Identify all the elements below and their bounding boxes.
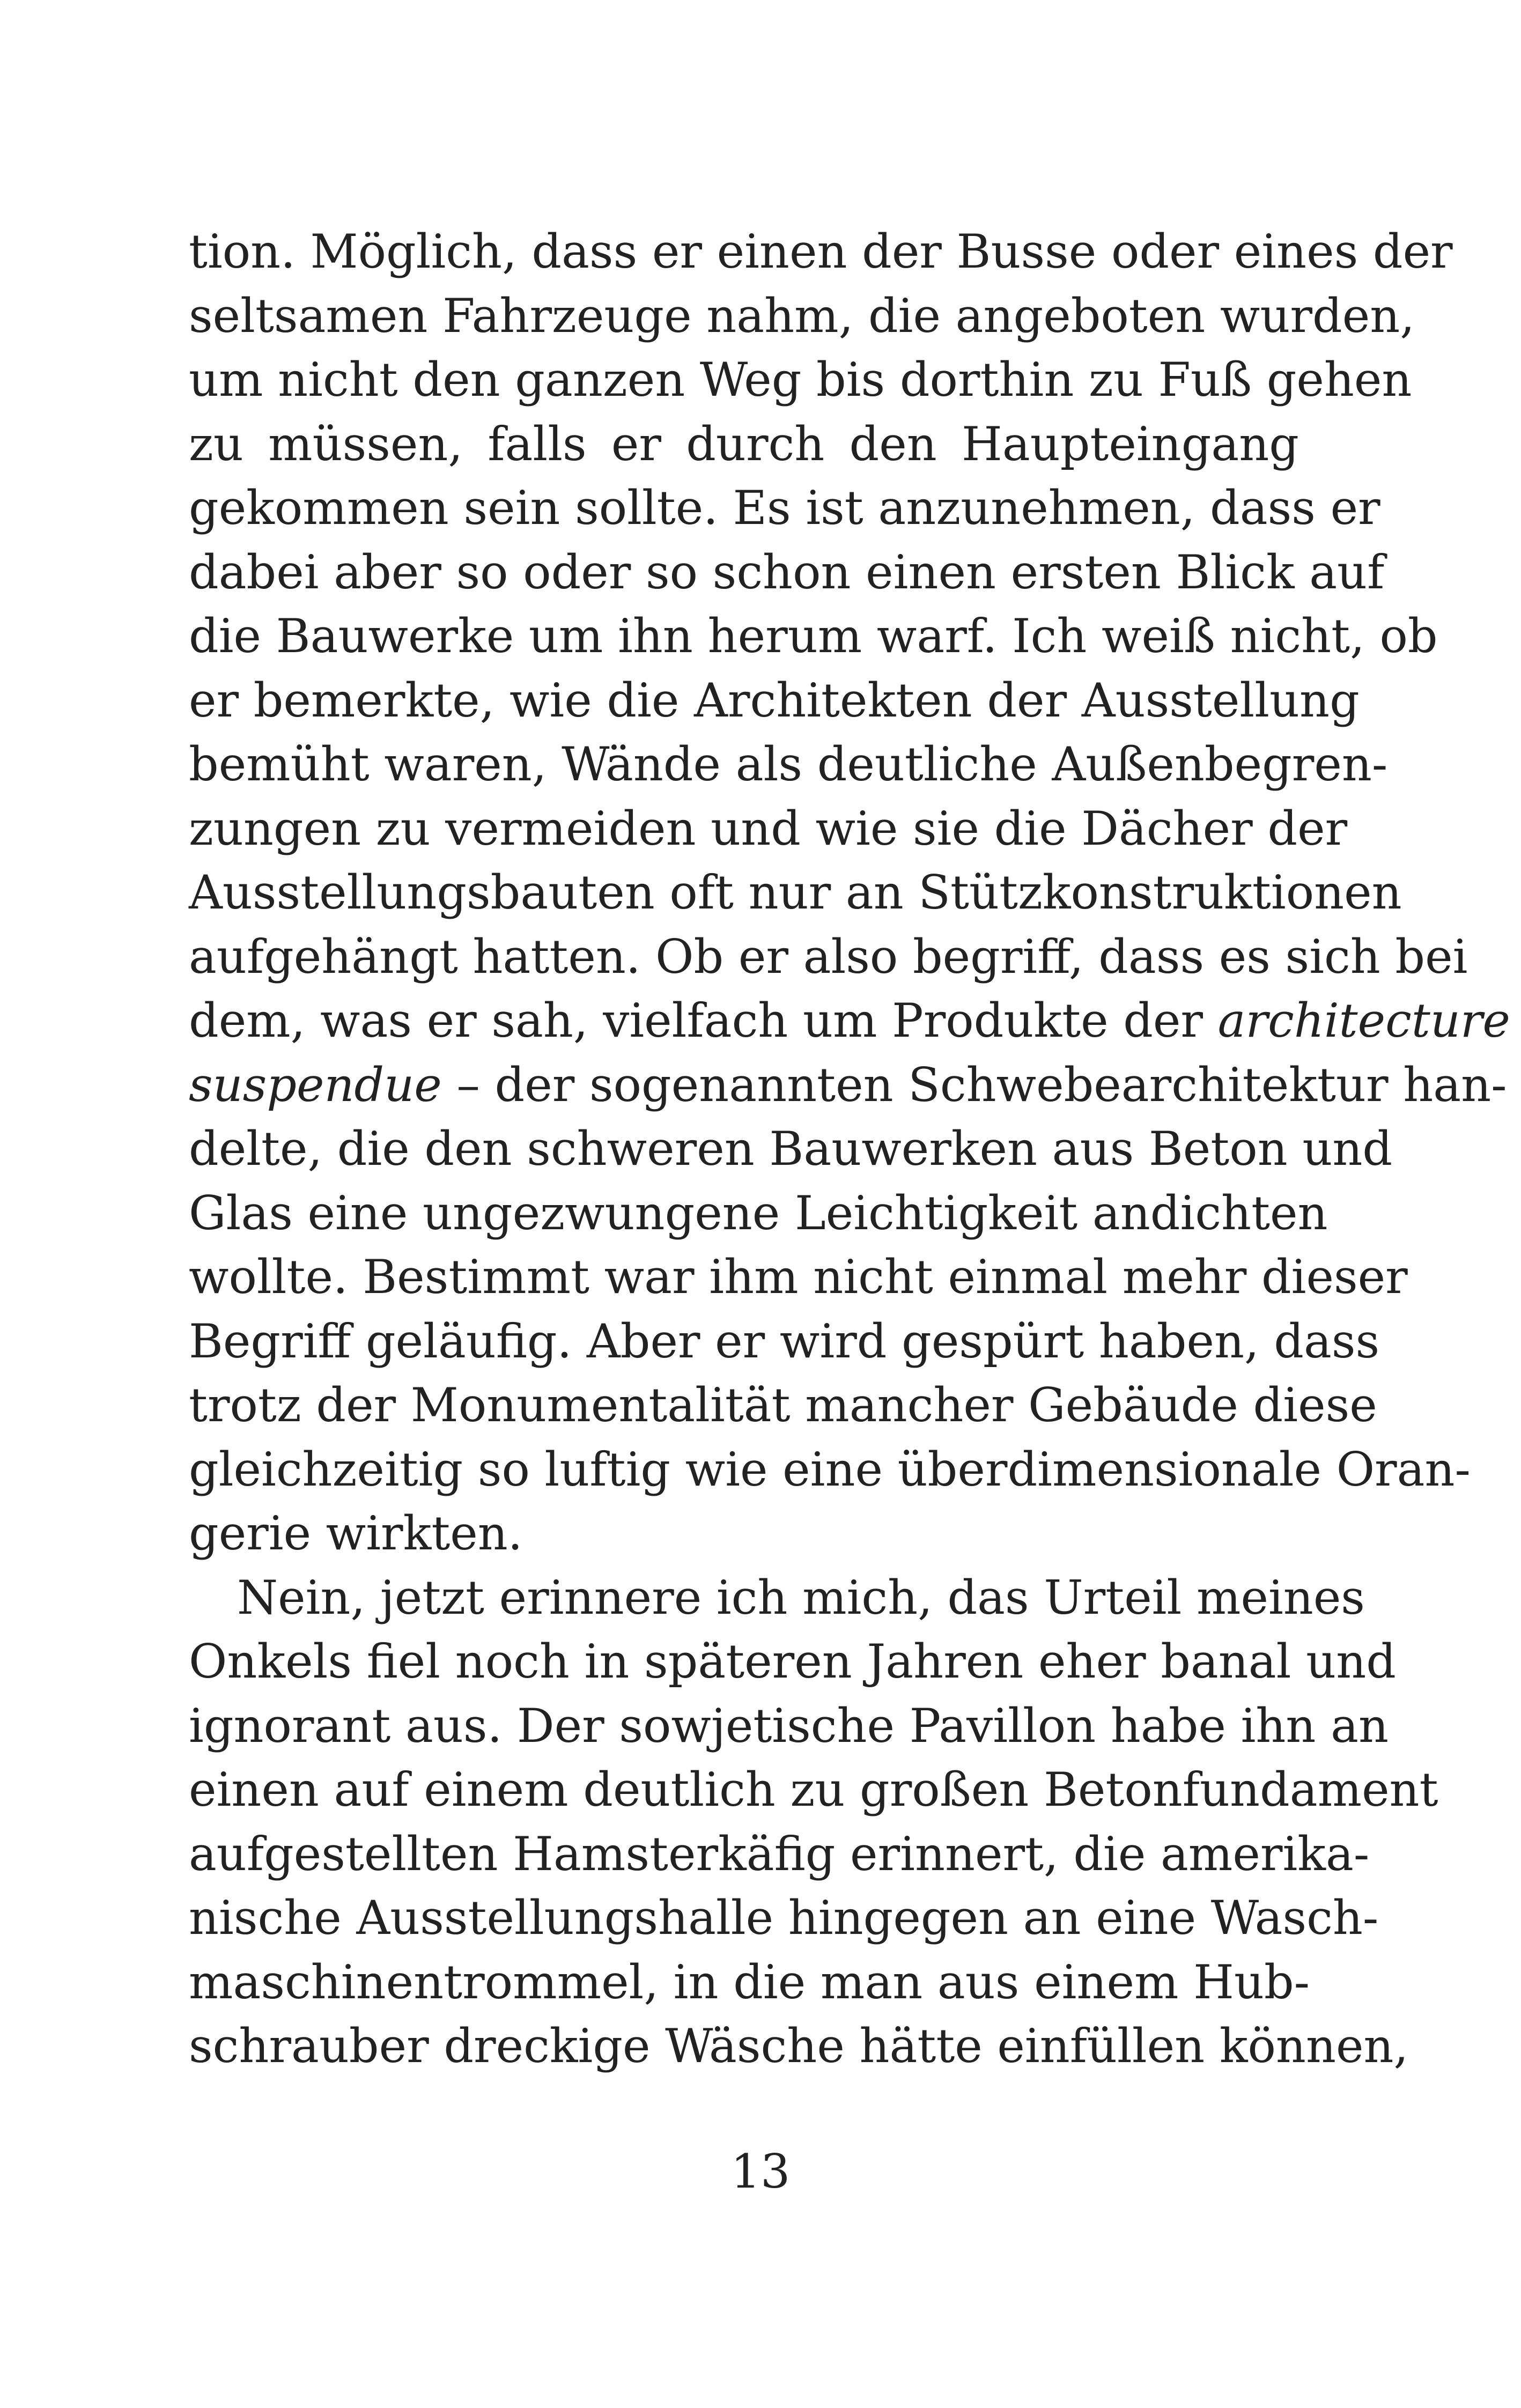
text-line bbox=[189, 989, 1510, 1053]
text-line: zu müssen, falls er durch den Haupteingang bbox=[189, 416, 1299, 471]
text-line: Ausstellungsbauten oft nur an Stützkonstruktionen bbox=[189, 865, 1402, 920]
text-line: einen auf einem deutlich zu großen Betonfundament bbox=[189, 1762, 1438, 1817]
italic-term: architecture bbox=[1217, 993, 1510, 1048]
text-line: zungen zu vermeiden und wie sie die Dächer der bbox=[189, 801, 1348, 856]
text-line: maschinentrommel, in die man aus einem Hub- bbox=[189, 1954, 1310, 2010]
text-line: um nicht den ganzen Weg bis dorthin zu Fuß gehen bbox=[189, 352, 1412, 407]
text-line: seltsamen Fahrzeuge nahm, die angeboten wurden, bbox=[189, 288, 1415, 343]
text-line: Glas eine ungezwungene Leichtigkeit andichten bbox=[189, 1185, 1328, 1240]
text-line: er bemerkte, wie die Architekten der Ausstellung bbox=[189, 673, 1360, 728]
text-fragment: – der sogenannten Schwebearchitektur han- bbox=[441, 1057, 1507, 1112]
italic-term: suspendue bbox=[189, 1057, 442, 1112]
text-line: Nein, jetzt erinnere ich mich, das Urteil meines bbox=[237, 1570, 1365, 1625]
text-line: gleichzeitig so luftig wie eine überdimensionale Oran- bbox=[189, 1442, 1471, 1497]
text-line: dabei aber so oder so schon einen ersten Blick auf bbox=[189, 544, 1385, 600]
text-line: gekommen sein sollte. Es ist anzunehmen, dass er bbox=[189, 481, 1380, 535]
page-number: 13 bbox=[730, 2144, 791, 2199]
text-line: ignorant aus. Der sowjetische Pavillon habe ihn an bbox=[189, 1698, 1389, 1753]
text-line: Onkels fiel noch in späteren Jahren eher banal und bbox=[189, 1634, 1396, 1689]
text-line: tion. Möglich, dass er einen der Busse oder eines der bbox=[189, 224, 1453, 279]
body-text bbox=[189, 220, 1510, 2079]
text-line: bemüht waren, Wände als deutliche Außenbegren- bbox=[189, 737, 1388, 792]
text-line bbox=[189, 1053, 1507, 1118]
text-line: schrauber dreckige Wäsche hätte einfüllen können, bbox=[189, 2019, 1409, 2073]
text-line: Begriff geläufig. Aber er wird gespürt haben, dass bbox=[189, 1313, 1380, 1369]
text-line: delte, die den schweren Bauwerken aus Beton und bbox=[189, 1121, 1393, 1176]
text-line: wollte. Bestimmt war ihm nicht einmal mehr dieser bbox=[189, 1250, 1408, 1304]
text-line: nische Ausstellungshalle hingegen an eine Wasch- bbox=[189, 1890, 1379, 1945]
text-line: gerie wirkten. bbox=[189, 1506, 523, 1561]
text-line: aufgehängt hatten. Ob er also begriff, dass es sich bei bbox=[189, 929, 1468, 984]
text-line: aufgestellten Hamsterkäfig erinnert, die amerika- bbox=[189, 1826, 1370, 1881]
text-line: die Bauwerke um ihn herum warf. Ich weiß nicht, ob bbox=[189, 609, 1438, 663]
text-line: trotz der Monumentalität mancher Gebäude diese bbox=[189, 1378, 1377, 1432]
text-fragment: dem, was er sah, vielfach um Produkte der bbox=[189, 993, 1218, 1048]
